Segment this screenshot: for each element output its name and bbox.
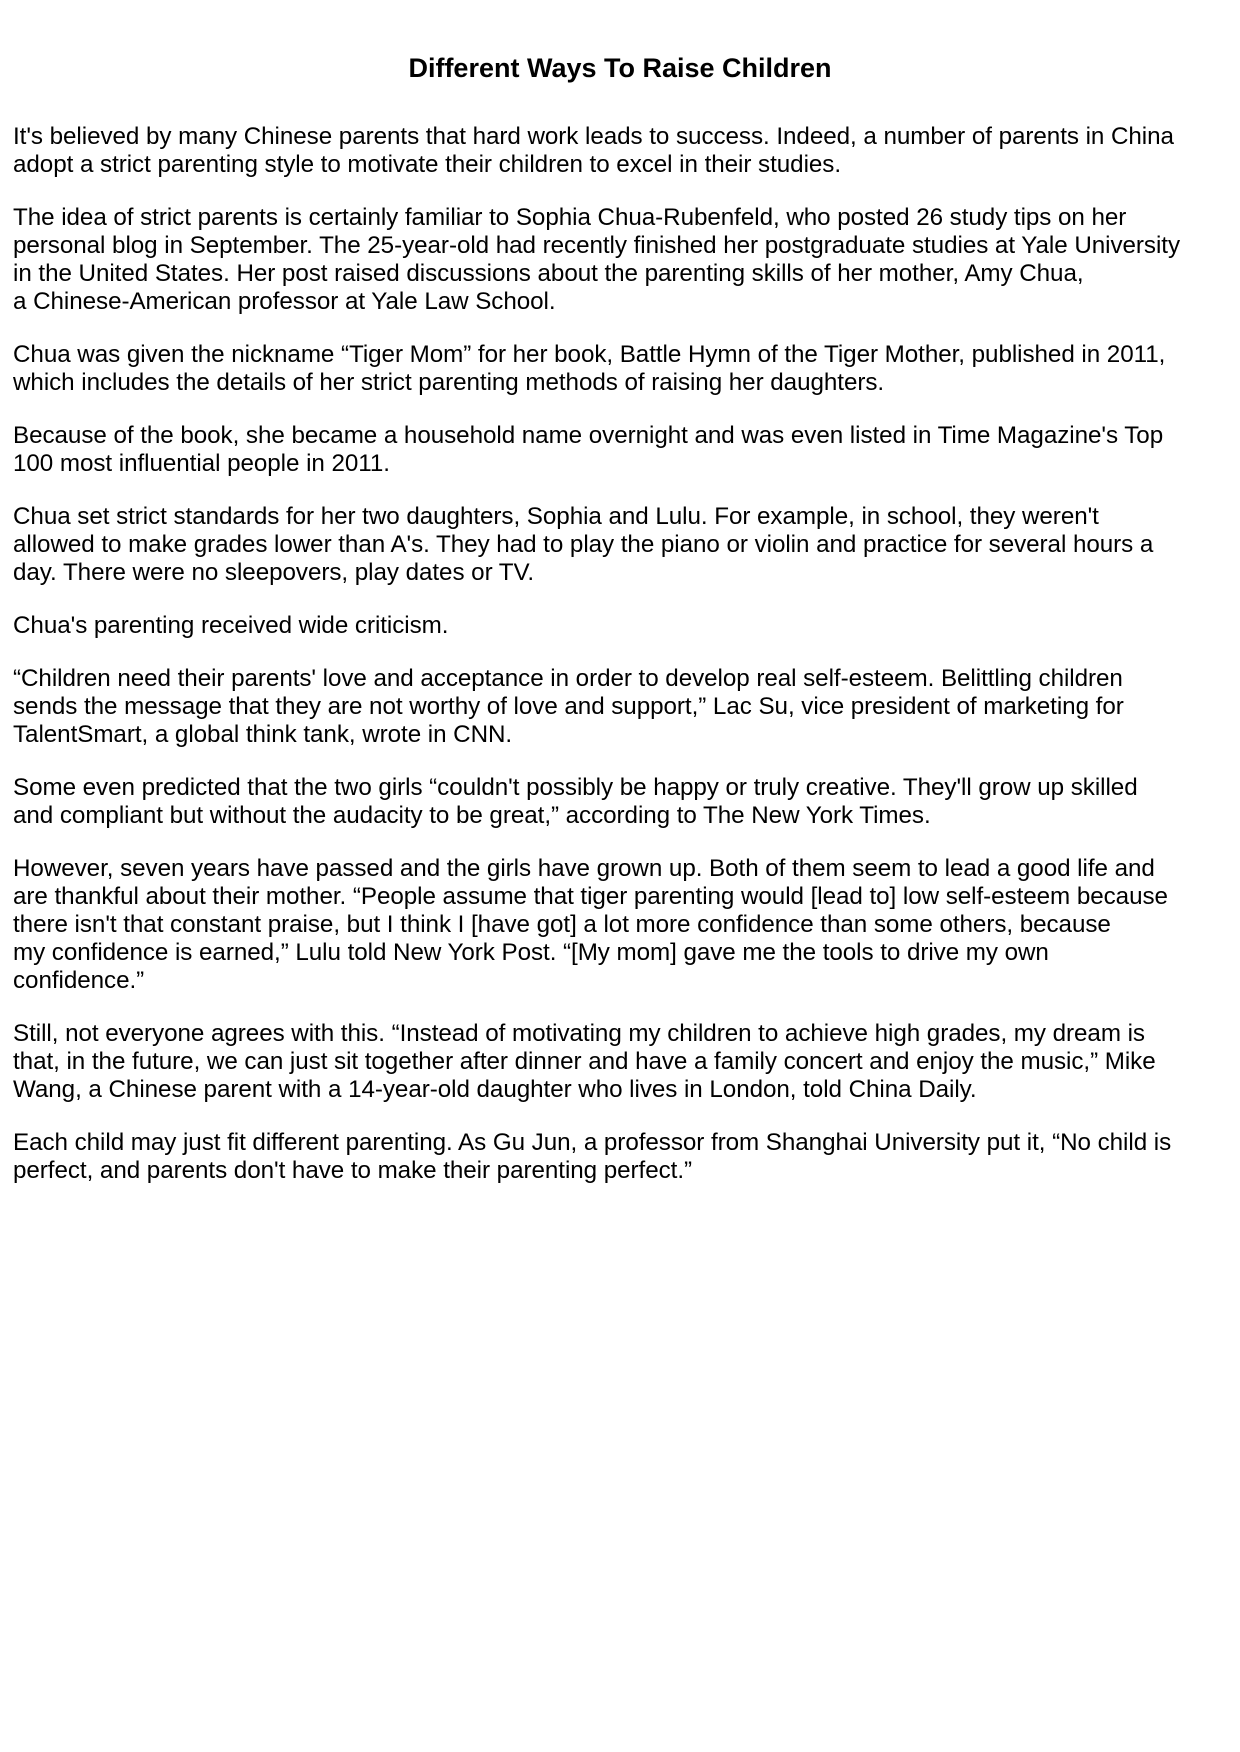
- paragraph-6: [13, 612, 1235, 640]
- paragraph-line: that, in the future, we can just sit together after dinner and have a family concert and enjoy the music,” Mike: [13, 1048, 1156, 1075]
- paragraph-line: Some even predicted that the two girls “couldn't possibly be happy or truly creative. They'll grow up skilled: [13, 774, 1138, 801]
- paragraph-line: adopt a strict parenting style to motivate their children to excel in their studies.: [13, 151, 842, 178]
- paragraph-1: [13, 123, 1235, 179]
- paragraph-line: However, seven years have passed and the girls have grown up. Both of them seem to lead a good life and: [13, 855, 1155, 882]
- paragraph-10: [13, 1020, 1235, 1104]
- paragraph-11: [13, 1129, 1235, 1185]
- paragraph-line: and compliant but without the audacity to be great,” according to The New York Times.: [13, 802, 931, 829]
- paragraph-line: are thankful about their mother. “People assume that tiger parenting would [lead to] low self-esteem because: [13, 883, 1168, 910]
- paragraph-line: which includes the details of her strict parenting methods of raising her daughters.: [13, 369, 885, 396]
- paragraph-line: Still, not everyone agrees with this. “Instead of motivating my children to achieve high grades, my dream is: [13, 1020, 1145, 1047]
- paragraph-line: day. There were no sleepovers, play dates or TV.: [13, 559, 535, 586]
- paragraph-line: Chua set strict standards for her two daughters, Sophia and Lulu. For example, in school, they weren't: [13, 503, 1099, 530]
- paragraph-line: personal blog in September. The 25-year-old had recently finished her postgraduate studies at Yale University: [13, 232, 1180, 259]
- paragraph-line: It's believed by many Chinese parents that hard work leads to success. Indeed, a number of parents in China: [13, 123, 1174, 150]
- paragraph-5: [13, 503, 1235, 587]
- paragraph-line: my confidence is earned,” Lulu told New York Post. “[My mom] gave me the tools to drive my own: [13, 939, 1049, 966]
- paragraph-3: [13, 341, 1235, 397]
- paragraph-line: Each child may just fit different parenting. As Gu Jun, a professor from Shanghai University put it, “No child is: [13, 1129, 1172, 1156]
- article-body: [13, 123, 1235, 1210]
- paragraph-line: confidence.”: [13, 967, 145, 994]
- paragraph-line: The idea of strict parents is certainly familiar to Sophia Chua-Rubenfeld, who posted 26 study tips on her: [13, 204, 1127, 231]
- paragraph-4: [13, 422, 1235, 478]
- paragraph-line: 100 most influential people in 2011.: [13, 450, 390, 477]
- paragraph-line: sends the message that they are not worthy of love and support,” Lac Su, vice president of marketing for: [13, 693, 1124, 720]
- paragraph-line: a Chinese-American professor at Yale Law School.: [13, 288, 556, 315]
- paragraph-9: [13, 855, 1235, 995]
- paragraph-line: Chua was given the nickname “Tiger Mom” for her book, Battle Hymn of the Tiger Mother, published in 2011,: [13, 341, 1166, 368]
- document-title: Different Ways To Raise Children: [408, 53, 832, 83]
- paragraph-line: perfect, and parents don't have to make their parenting perfect.”: [13, 1157, 693, 1184]
- paragraph-line: “Children need their parents' love and acceptance in order to develop real self-esteem. Belittling children: [13, 665, 1123, 692]
- paragraph-line: there isn't that constant praise, but I think I [have got] a lot more confidence than some others, because: [13, 911, 1111, 938]
- paragraph-line: Chua's parenting received wide criticism.: [13, 612, 449, 639]
- paragraph-8: [13, 774, 1235, 830]
- paragraph-line: TalentSmart, a global think tank, wrote in CNN.: [13, 721, 513, 748]
- paragraph-7: [13, 665, 1235, 749]
- paragraph-line: Wang, a Chinese parent with a 14-year-old daughter who lives in London, told China Daily.: [13, 1076, 977, 1103]
- paragraph-2: [13, 204, 1235, 316]
- paragraph-line: allowed to make grades lower than A's. They had to play the piano or violin and practice for several hours a: [13, 531, 1154, 558]
- paragraph-line: Because of the book, she became a household name overnight and was even listed in Time Magazine's Top: [13, 422, 1164, 449]
- paragraph-line: in the United States. Her post raised discussions about the parenting skills of her mother, Amy Chua,: [13, 260, 1084, 287]
